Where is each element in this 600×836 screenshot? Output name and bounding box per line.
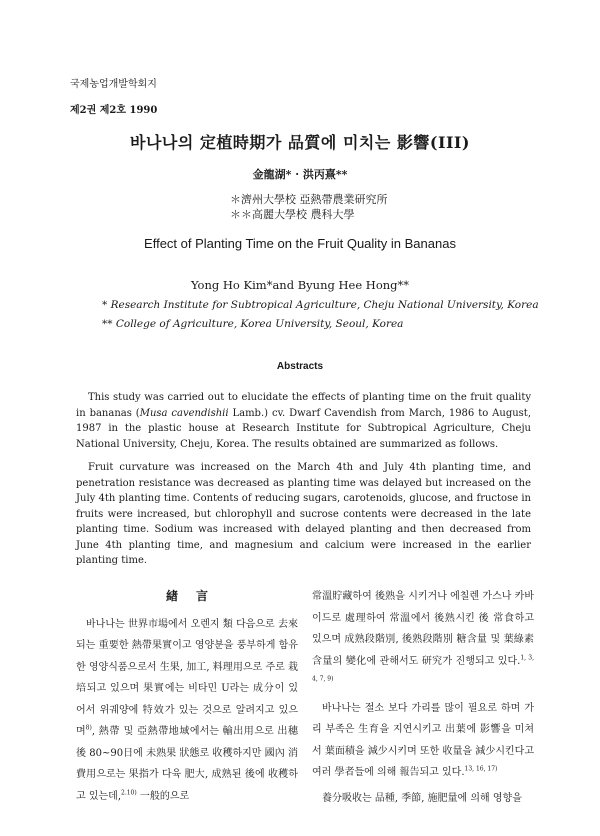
abstract-body [76, 390, 531, 569]
intro-text-2: , 熱帶 및 亞熱帶地域에서는 輸出用으로 出穗 後 80~90日에 未熟果 狀態로 收穫하지만 國內 消費用으로는 果指가 다육 肥大, 成熟된 後에 收穫하고 있는데, [76, 726, 298, 802]
species-name: Musa cavendishii [139, 407, 229, 419]
abstract-paragraph-1 [76, 390, 531, 452]
title-korean: 바나나의 定植時期가 品質에 미치는 影響(III) [130, 133, 470, 152]
intro-paragraph-continued [312, 586, 534, 694]
abstract-heading: Abstracts [276, 361, 324, 372]
intro-paragraph-3: 養分吸收는 品種, 季節, 施肥量에 의해 영향을 [322, 792, 522, 804]
intro-text-3: 一般的으로 [136, 790, 190, 802]
abstract-p1-text-cont: Lamb.) cv. Dwarf Cavendish from March, 1986 to August, 1987 in the plastic house at Research Institute for Subtropical Agriculture, Cheju National University, Cheju, Korea. The results obtained are summarized as follows. [76, 407, 531, 450]
citation: 2.10) [121, 789, 137, 797]
citation: 8) [85, 724, 92, 732]
abstract-paragraph-2: Fruit curvature was increased on the March 4th and July 4th planting time, and penetration resistance was decreased as planting time was delayed but increased on the July 4th planting time. Contents of reducing sugars, carotenoids, glucose, and fructose in fruits were increased, but chlorophyll and sucrose contents were decreased in the late planting time. Sodium was increased with delayed planting and then decreased from June 4th planting time, and magnesium and calcium were increased in the earlier planting time. [76, 462, 531, 566]
affiliation-ko-2: ＊＊高麗大學校 農科大學 [230, 208, 355, 221]
affiliation-en-2: ** College of Agriculture, Korea University, Seoul, Korea [102, 318, 404, 330]
affiliation-en-1: * Research Institute for Subtropical Agriculture, Cheju National University, Korea [102, 299, 539, 311]
intro-right-text-2: 바나나는 절소 보다 가리를 많이 필요로 하며 가리 부족은 生育을 지연시키고 出葉에 影響을 미쳐서 葉面積을 減少시키며 또한 收量을 減少시킨다고 여러 學者들에 의해 報告되고 있다. [312, 702, 534, 778]
affiliation-ko-1: ＊濟州大學校 亞熱帶農業研究所 [230, 193, 388, 206]
intro-paragraph-1 [76, 614, 298, 808]
intro-paragraph-2 [312, 698, 534, 784]
intro-right-column [312, 586, 534, 809]
journal-header [70, 78, 157, 118]
section-heading-introduction: 緖言 [165, 589, 226, 603]
intro-right-text-1: 常溫貯藏하여 後熟을 시키거나 에칠렌 가스나 카바이드로 處理하여 常溫에서 後熟시킨 後 常食하고 있으며 成熟段階別, 後熟段階別 糖含量 및 葉綠素 含量의 變化에 관해서도 研究가 진행되고 있다. [312, 591, 534, 667]
affiliations-korean [230, 192, 388, 222]
affiliations-english [102, 296, 539, 334]
authors-korean: 金龍湖* · 洪丙熹** [252, 168, 348, 181]
journal-society: 국제농업개발학회지 [70, 79, 157, 90]
abstract-p1-text: This study was carried out to elucidate the effects of planting time on the fruit quality in bananas ( [76, 392, 531, 419]
journal-volume-issue: 제2권 제2호 1990 [70, 105, 158, 116]
citation: 13, 16, 17) [464, 765, 498, 773]
title-english: Effect of Planting Time on the Fruit Quality in Bananas [144, 236, 456, 251]
citation: 1, 3, 4, 7, 9) [312, 654, 535, 683]
intro-left-column [76, 586, 298, 807]
intro-text-1: 바나나는 世界市場에서 오렌지 類 다음으로 去來되는 重要한 熱帶果實이고 영양분을 풍부하게 함유한 영양식품으로서 生果, 加工, 料理用으로 주로 栽培되고 있으며 果實에는 비타민 U라는 成分이 있어서 위궤양에 特效가 있는 것으로 알려지고 있으며 [76, 618, 298, 737]
authors-english: Yong Ho Kim*and Byung Hee Hong** [190, 278, 410, 292]
